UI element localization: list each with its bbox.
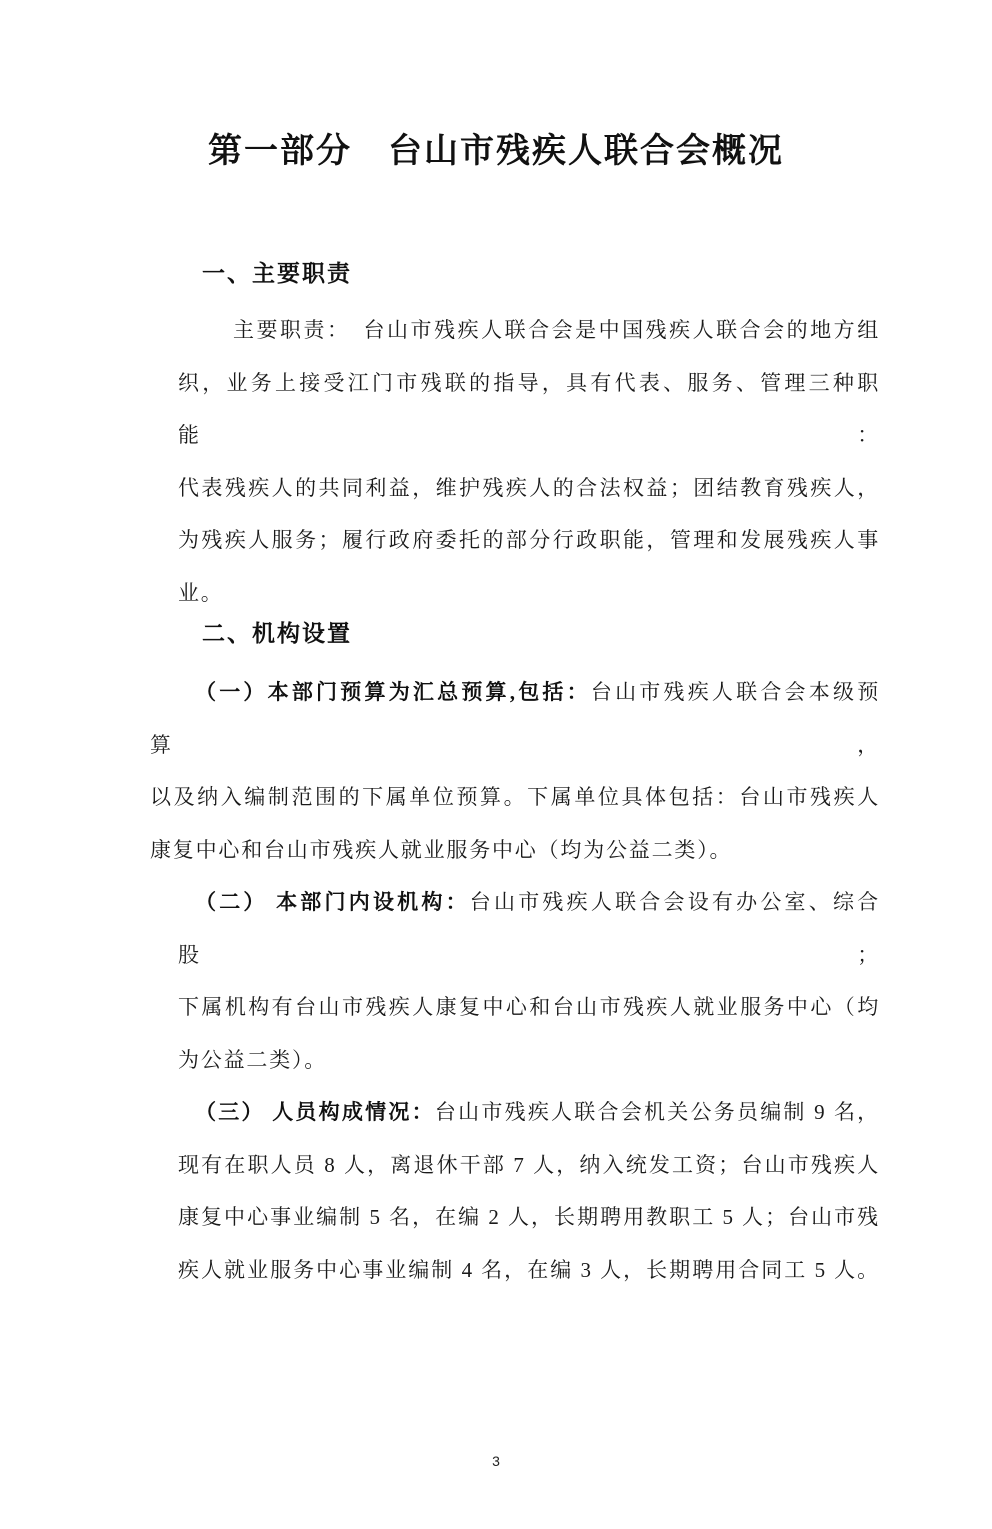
text-line: 为公益二类）。 — [178, 1047, 328, 1072]
text-line: 康复中心和台山市残疾人就业服务中心（均为公益二类）。 — [150, 837, 733, 862]
page-number: 3 — [492, 1453, 500, 1469]
lead-bold-text: （二） 本部门内设机构： — [195, 890, 470, 914]
paragraph-main-duties — [178, 304, 880, 619]
document-page — [0, 126, 992, 1529]
lead-rest-text: 台山市残疾人联合会本级预算， — [150, 680, 880, 757]
lead-bold-text: （一）本部门预算为汇总预算,包括： — [195, 680, 591, 704]
lead-rest-text: 台山市残疾人联合会机关公务员编制 9 名， — [434, 1100, 880, 1124]
lead-rest-text: 台山市残疾人联合会设有办公室、综合股； — [178, 890, 880, 967]
text-line: 织，业务上接受江门市残联的指导，具有代表、服务、管理三种职能： — [178, 370, 880, 447]
text-line: 以及纳入编制范围的下属单位预算。下属单位具体包括：台山市残疾人 — [150, 785, 880, 809]
section-heading-main-duties: 一、主要职责 — [202, 261, 352, 286]
page-title: 第一部分 台山市残疾人联合会概况 — [208, 132, 784, 170]
section-heading-org-structure: 二、机构设置 — [202, 621, 352, 646]
text-line: 业。 — [178, 580, 224, 605]
text-line: 疾人就业服务中心事业编制 4 名，在编 3 人，长期聘用合同工 5 人。 — [178, 1257, 880, 1282]
text-line: 康复中心事业编制 5 名，在编 2 人，长期聘用教职工 5 人；台山市残 — [178, 1205, 880, 1229]
text-line: 为残疾人服务；履行政府委托的部分行政职能，管理和发展残疾人事 — [178, 528, 880, 552]
text-line: 现有在职人员 8 人，离退休干部 7 人，纳入统发工资；台山市残疾人 — [178, 1152, 880, 1177]
text-line: 下属机构有台山市残疾人康复中心和台山市残疾人就业服务中心（均 — [178, 995, 880, 1019]
text-line — [150, 666, 880, 771]
text-line: 主要职责： 台山市残疾人联合会是中国残疾人联合会的地方组 — [233, 318, 880, 342]
text-line — [178, 876, 880, 981]
paragraph-budget-scope — [150, 666, 880, 876]
text-line: 代表残疾人的共同利益，维护残疾人的合法权益；团结教育残疾人， — [178, 475, 880, 500]
lead-bold-text: （三） 人员构成情况： — [195, 1100, 435, 1124]
paragraph-internal-org — [178, 876, 880, 1086]
text-line — [178, 1086, 880, 1139]
paragraph-personnel — [178, 1086, 880, 1296]
